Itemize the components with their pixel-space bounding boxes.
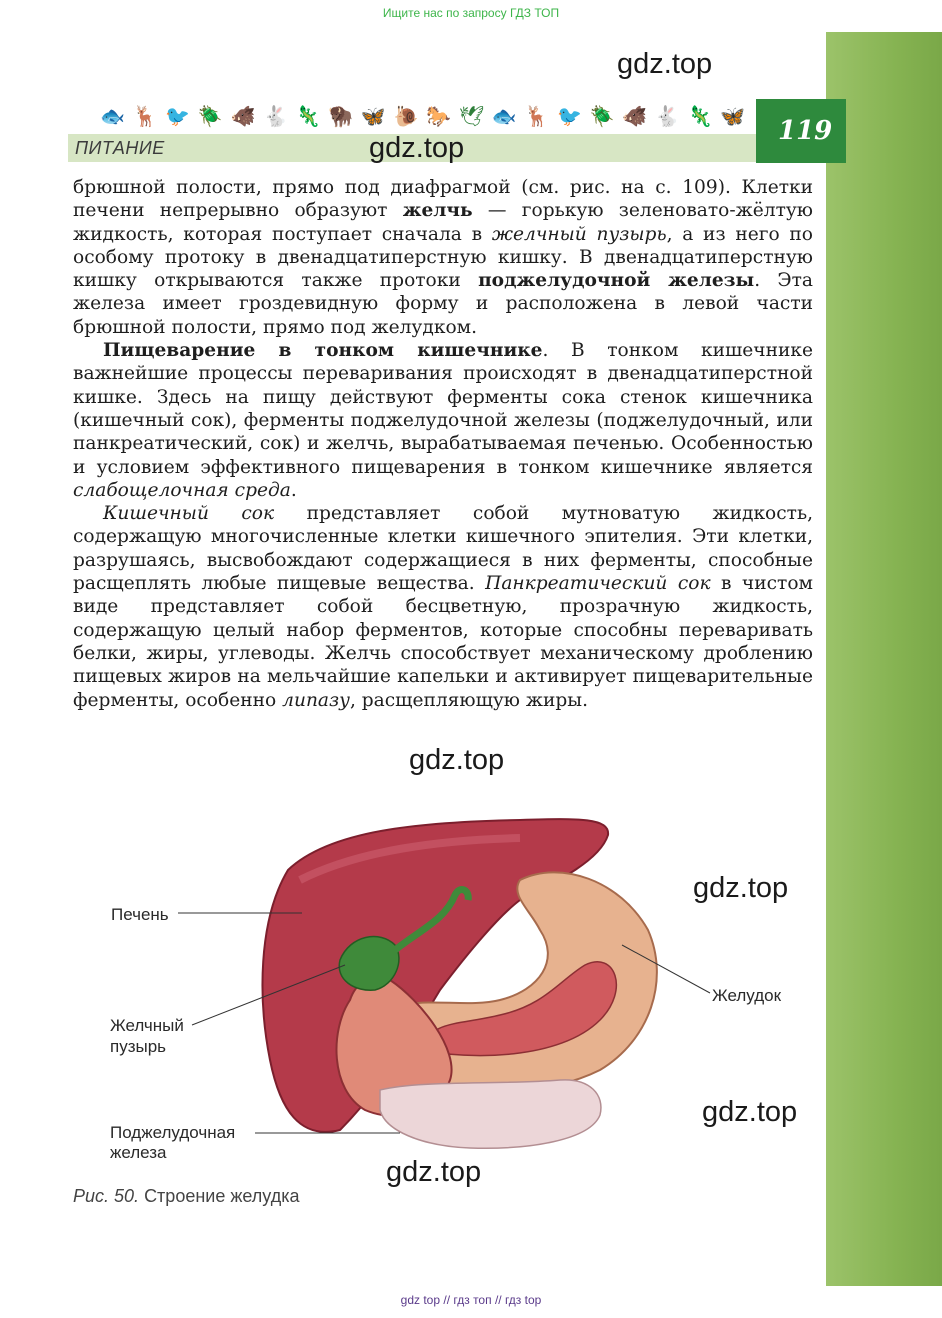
fish-icon: 🐟 [100, 104, 125, 128]
bird-icon: 🐦 [165, 104, 191, 128]
footer-link[interactable]: гдз top [504, 1293, 542, 1307]
label-liver: Печень [111, 905, 169, 924]
watermark: gdz.top [702, 1096, 798, 1128]
rabbit2-icon: 🐇 [654, 104, 680, 128]
lizard2-icon: 🦎 [687, 104, 713, 128]
label-gallbladder-line2: пузырь [110, 1037, 167, 1056]
label-pancreas-line1: Поджелудочная [110, 1123, 236, 1142]
label-pancreas-line2: железа [110, 1143, 167, 1162]
butterfly2-icon: 🦋 [720, 104, 745, 128]
paragraph: Пищеварение в тонком кишечнике. В тонком кишечнике важнейшие процессы переваривания происходят в двенадцатиперстной кишке. Здесь на пищу действуют ферменты сока стенок кишечника (кишечный сок), ферменты поджелудочной железы (поджелудочный, или панкреатический, сок) и желчь, вырабатываемая печенью. Особенностью и условием эффективного пищеварения в тонком кишечнике является слабощелочная среда. [73, 340, 814, 501]
watermark: gdz.top [369, 132, 465, 164]
watermark: gdz.top [409, 744, 505, 776]
section-title: ПИТАНИЕ [75, 138, 165, 158]
watermark: gdz.top [386, 1156, 482, 1188]
figure-caption: Рис. 50. Строение желудка [73, 1186, 300, 1206]
lizard-icon: 🦎 [295, 104, 321, 128]
boar-icon: 🐗 [230, 104, 256, 128]
watermark: gdz.top [693, 872, 789, 904]
footer-link[interactable]: гдз топ [453, 1293, 492, 1307]
boar2-icon: 🐗 [622, 104, 648, 128]
rabbit-icon: 🐇 [263, 104, 288, 128]
footer-link[interactable]: gdz top [400, 1293, 441, 1307]
footer-links: gdz top // гдз топ // гдз top [400, 1293, 542, 1307]
horse-icon: 🐎 [426, 104, 451, 128]
beetle-icon: 🪲 [197, 104, 223, 128]
pancreas-shape [380, 1080, 601, 1148]
snail-icon: 🐌 [393, 104, 419, 128]
deer2-icon: 🦌 [524, 104, 550, 128]
butterfly-icon: 🦋 [360, 104, 386, 128]
top-search-note[interactable]: Ищите нас по запросу ГДЗ ТОП [382, 6, 560, 20]
label-stomach: Желудок [712, 986, 782, 1005]
fish2-icon: 🐟 [491, 104, 517, 128]
paragraph: брюшной полости, прямо под диафрагмой (см. рис. на с. 109). Клетки печени непрерывно образуют желчь — горькую зеленовато-жёлтую жидкость, которая поступает сначала в желчный пузырь, а из него по особому протоку в двенадцатиперстную кишку. В двенадцатиперстную кишку открываются также протоки поджелудочной железы. Эта железа имеет гроздевидную форму и расположена в левой части брюшной полости, прямо под желудком. [73, 177, 813, 338]
beetle2-icon: 🪲 [589, 104, 615, 128]
bird3-icon: 🐦 [557, 104, 582, 128]
paragraph: Кишечный сок представляет собой мутноватую жидкость, содержащую многочисленные клетки кишечного эпителия. Эти клетки, разрушаясь, высвобождают содержащиеся в них ферменты, способные расщеплять любые пищевые вещества. Панкреатический сок в чистом виде представляет собой бесцветную, прозрачную жидкость, содержащую целый набор ферментов, которые способны переваривать белки, жиры, углеводы. Желчь способствует механическому дроблению пищевых жиров на мельчайшие капельки и активирует пищеварительные ферменты, особенно липазу, расщепляющую жиры. [73, 503, 813, 711]
watermark: gdz.top [617, 48, 713, 80]
page-number: 119 [778, 116, 833, 146]
bird2-icon: 🕊 [458, 104, 485, 128]
deer-icon: 🦌 [132, 104, 158, 128]
label-gallbladder-line1: Желчный [110, 1016, 184, 1035]
bison-icon: 🦬 [328, 104, 354, 128]
